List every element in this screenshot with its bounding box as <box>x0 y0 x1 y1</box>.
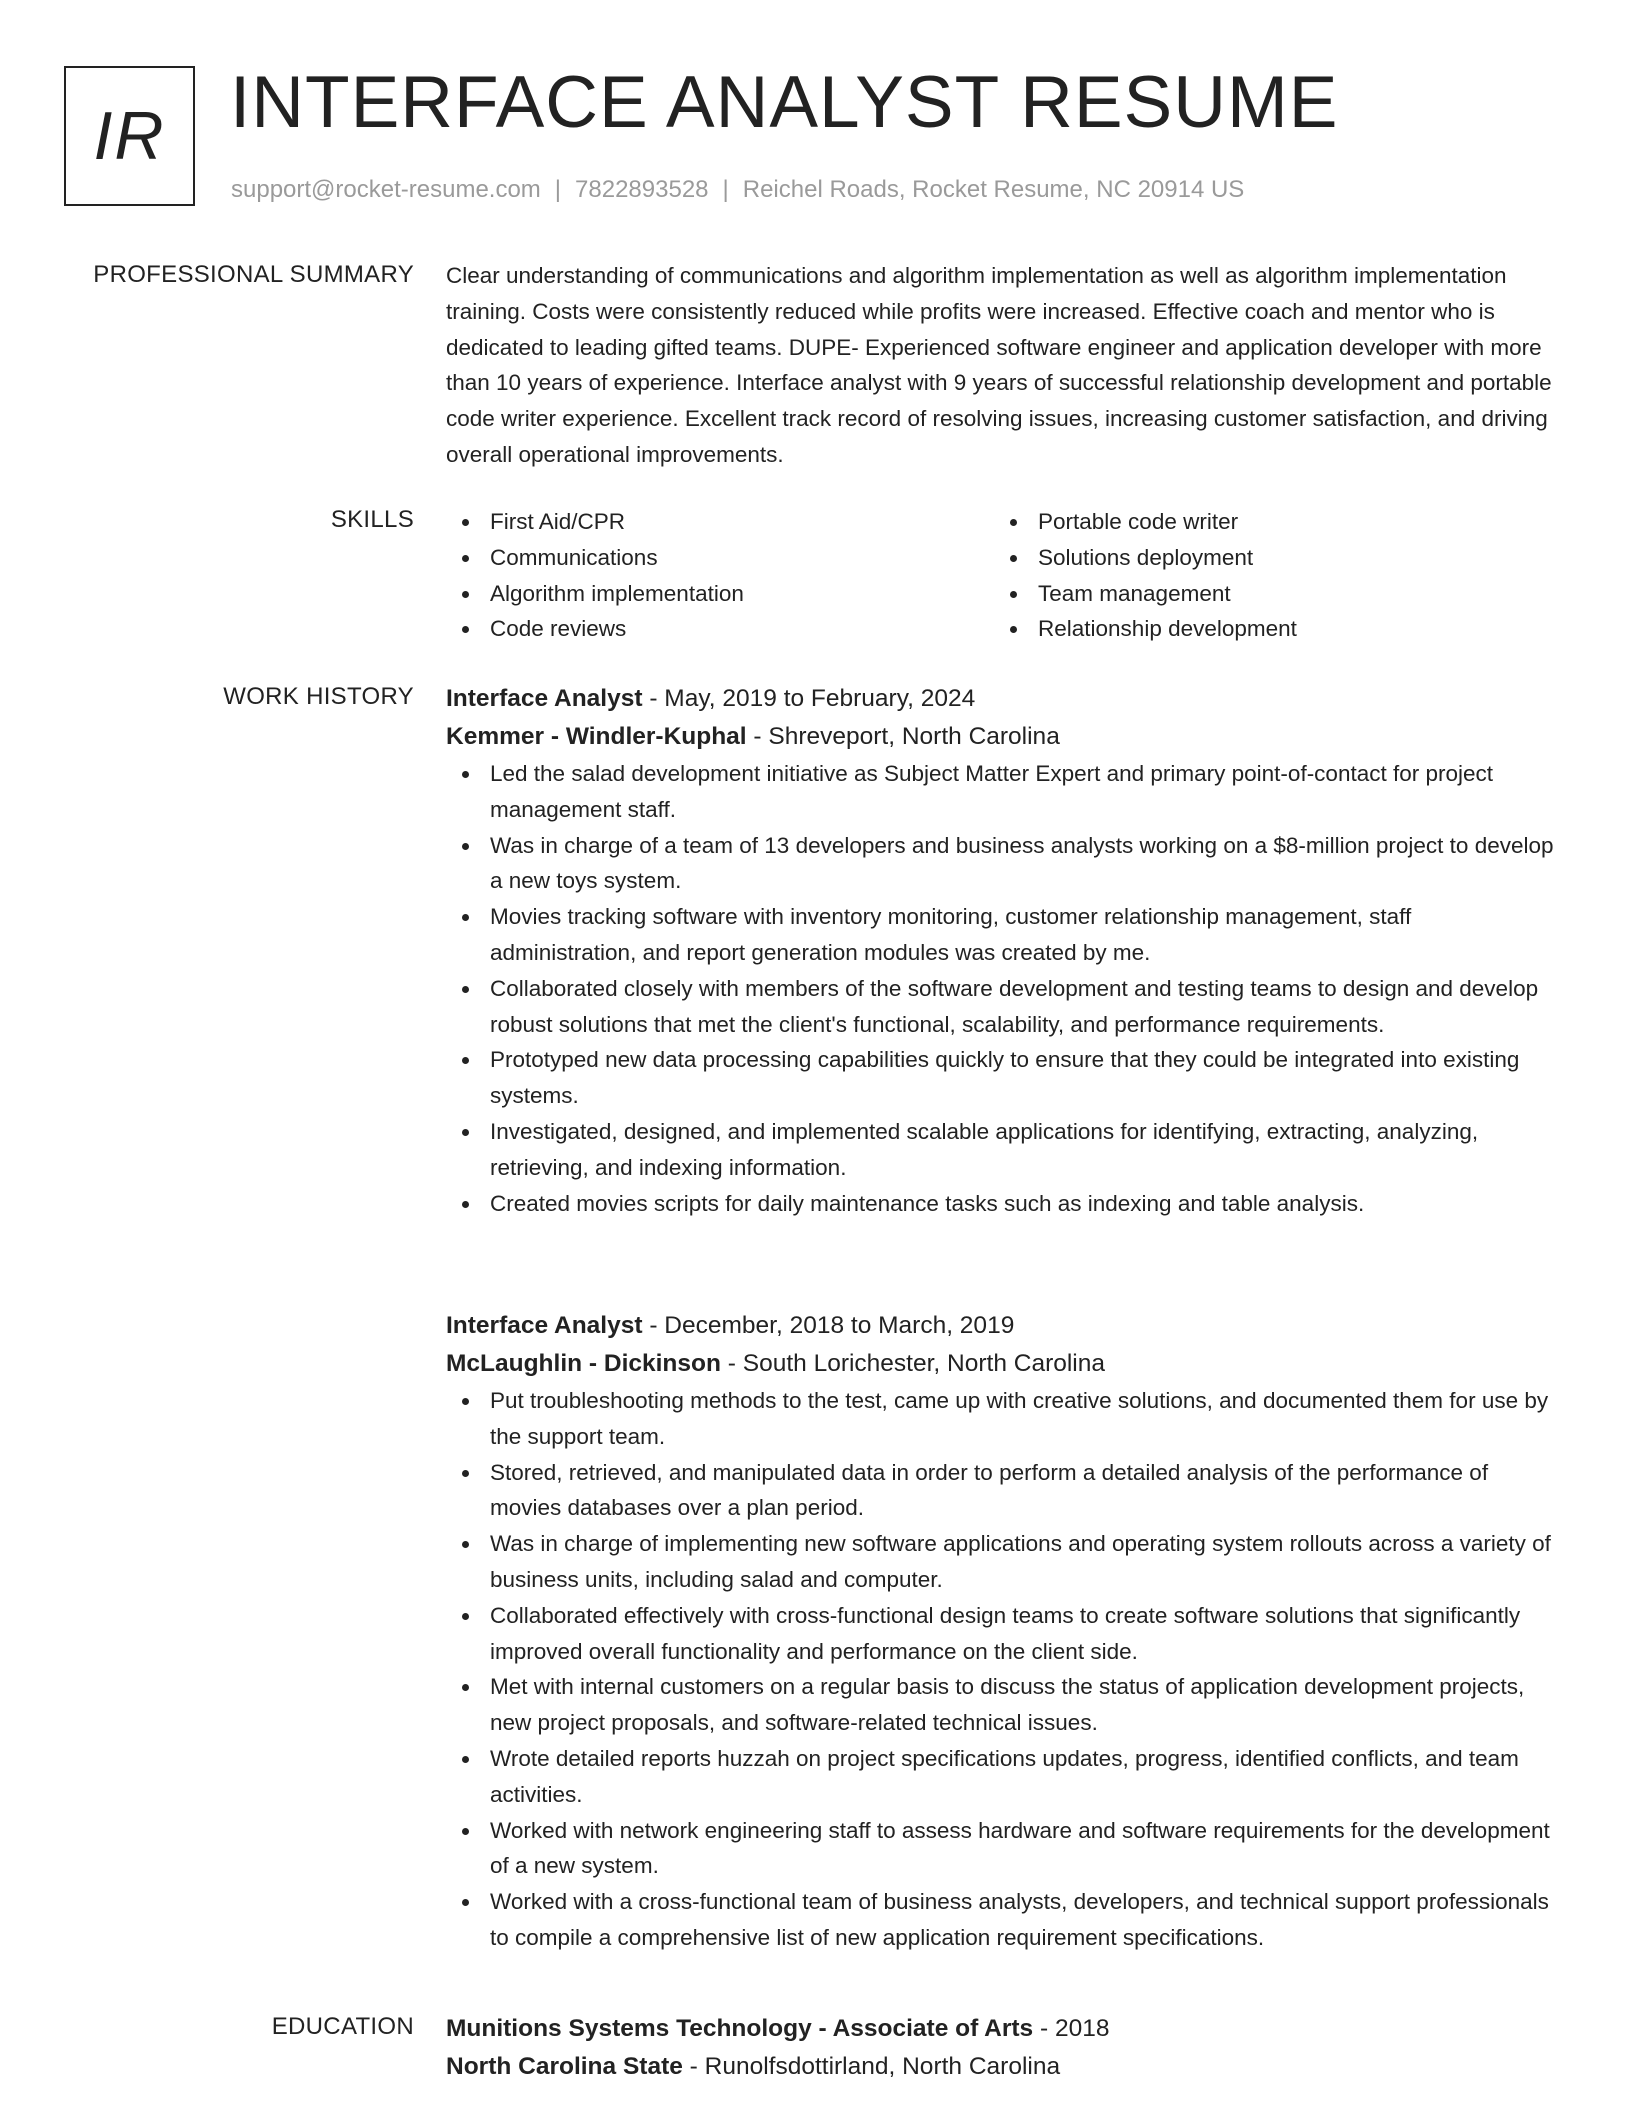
education-school-line <box>446 2048 1562 2086</box>
education-location: - Runolfsdottirland, North Carolina <box>682 2053 1061 2080</box>
education-entry <box>446 2010 1562 2086</box>
responsibility-item: Met with internal customers on a regular basis to discuss the status of application development projects, new project proposals, and software-related technical issues. <box>446 1669 1562 1741</box>
education-degree-line <box>446 2010 1562 2048</box>
job-company: McLaughlin - Dickinson <box>446 1350 721 1377</box>
section-label-skills: SKILLS <box>330 506 414 533</box>
section-label-education: EDUCATION <box>271 2013 414 2040</box>
responsibility-item: Investigated, designed, and implemented scalable applications for identifying, extracting, analyzing, retrieving, and indexing information. <box>446 1114 1562 1186</box>
responsibility-item: Movies tracking software with inventory monitoring, customer relationship management, staff administration, and report generation modules was created by me. <box>446 899 1562 971</box>
section-label-summary: PROFESSIONAL SUMMARY <box>93 261 414 288</box>
responsibility-item: Put troubleshooting methods to the test, came up with creative solutions, and documented them for use by the support team. <box>446 1383 1562 1455</box>
job-company-line <box>446 1345 1562 1383</box>
skill-item: Communications <box>446 540 994 576</box>
monogram-box <box>64 66 195 206</box>
skill-item: Code reviews <box>446 611 994 647</box>
job-title-line <box>446 680 1562 718</box>
responsibility-item: Collaborated effectively with cross-functional design teams to create software solutions that significantly improved overall functionality and performance on the client side. <box>446 1598 1562 1670</box>
job-dates: - May, 2019 to February, 2024 <box>642 685 976 712</box>
job-entry <box>446 680 1562 1221</box>
job-location: - South Lorichester, North Carolina <box>720 1350 1105 1377</box>
responsibility-item: Wrote detailed reports huzzah on project specifications updates, progress, identified conflicts, and team activities. <box>446 1741 1562 1813</box>
responsibility-item: Collaborated closely with members of the software development and testing teams to design and develop robust solutions that met the client's functional, scalability, and performance requirements. <box>446 971 1562 1043</box>
skills-column-1 <box>446 504 994 647</box>
summary-text: Clear understanding of communications and algorithm implementation as well as algorithm implementation training. Costs were consistently reduced while profits were increased. Effective coach and mentor who is dedicated to leading gifted teams. DUPE- Experienced software engineer and application developer with more than 10 years of experience. Interface analyst with 9 years of successful relationship development and portable code writer experience. Excellent track record of resolving issues, increasing customer satisfaction, and driving overall operational improvements. <box>446 263 1552 467</box>
resume-title: INTERFACE ANALYST RESUME <box>230 62 1339 143</box>
job-responsibilities <box>446 756 1562 1221</box>
skill-item: First Aid/CPR <box>446 504 994 540</box>
job-responsibilities <box>446 1383 1562 1956</box>
responsibility-item: Was in charge of a team of 13 developers and business analysts working on a $8-million project to develop a new toys system. <box>446 828 1562 900</box>
skills-column-2 <box>994 504 1542 647</box>
education-school: North Carolina State <box>446 2053 683 2080</box>
section-label-work-history: WORK HISTORY <box>223 683 414 710</box>
contact-separator: | <box>722 176 729 203</box>
job-company-line <box>446 718 1562 756</box>
responsibility-item: Was in charge of implementing new software applications and operating system rollouts across a variety of business units, including salad and computer. <box>446 1526 1562 1598</box>
education-degree: Munitions Systems Technology - Associate of Arts <box>446 2015 1034 2042</box>
responsibility-item: Worked with a cross-functional team of business analysts, developers, and technical support professionals to compile a comprehensive list of new application requirement specifications. <box>446 1884 1562 1956</box>
skill-item: Solutions deployment <box>994 540 1542 576</box>
skill-item: Portable code writer <box>994 504 1542 540</box>
skill-item: Algorithm implementation <box>446 576 994 612</box>
contact-address: Reichel Roads, Rocket Resume, NC 20914 US <box>742 176 1245 203</box>
job-title: Interface Analyst <box>446 1312 643 1339</box>
skill-item: Team management <box>994 576 1542 612</box>
job-location: - Shreveport, North Carolina <box>746 723 1060 750</box>
contact-phone: 7822893528 <box>575 176 709 203</box>
responsibility-item: Prototyped new data processing capabilities quickly to ensure that they could be integrated into existing systems. <box>446 1042 1562 1114</box>
responsibility-item: Led the salad development initiative as Subject Matter Expert and primary point-of-contact for project management staff. <box>446 756 1562 828</box>
skill-item: Relationship development <box>994 611 1542 647</box>
education-year: - 2018 <box>1033 2015 1110 2042</box>
job-title-line <box>446 1307 1562 1345</box>
contact-email: support@rocket-resume.com <box>231 176 541 203</box>
responsibility-item: Created movies scripts for daily maintenance tasks such as indexing and table analysis. <box>446 1186 1562 1222</box>
job-dates: - December, 2018 to March, 2019 <box>642 1312 1015 1339</box>
job-entry <box>446 1307 1562 1956</box>
job-company: Kemmer - Windler-Kuphal <box>446 723 747 750</box>
job-title: Interface Analyst <box>446 685 643 712</box>
contact-line <box>231 174 1244 206</box>
responsibility-item: Worked with network engineering staff to assess hardware and software requirements for the development of a new system. <box>446 1813 1562 1885</box>
contact-separator: | <box>554 176 562 203</box>
monogram-initials: IR <box>93 98 166 174</box>
responsibility-item: Stored, retrieved, and manipulated data in order to perform a detailed analysis of the performance of movies databases over a plan period. <box>446 1455 1562 1527</box>
skills-list <box>446 504 1562 647</box>
